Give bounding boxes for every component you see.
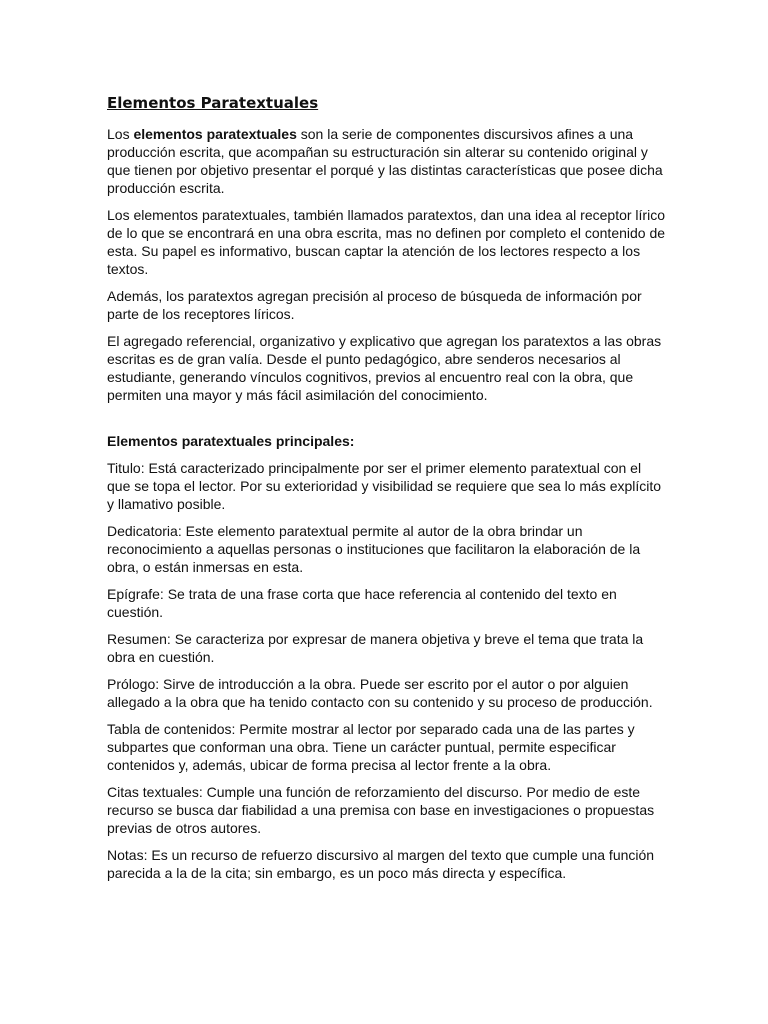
intro-p1-bold-term: elementos paratextuales <box>133 126 297 142</box>
element-epigrafe: Epígrafe: Se trata de una frase corta que hace referencia al contenido del texto en cuestión. <box>107 586 617 620</box>
intro-p1-before: Los <box>107 126 134 142</box>
section-heading: Elementos paratextuales principales: <box>107 433 355 449</box>
intro-paragraph-2: Los elementos paratextuales, también llamados paratextos, dan una idea al receptor lírico de lo que se encontrará en una obra escrita, mas no definen por completo el contenido de esta. Su papel es informativo, buscan captar la atención de los lectores respecto a los textos. <box>107 207 666 277</box>
intro-p1-after: son la serie de componentes discursivos afines a una producción escrita, que acompañan su estructuración sin alterar su contenido original y que tienen por objetivo presentar el porqué y las distintas características que posee dicha producción escrita. <box>107 126 663 196</box>
element-citas-textuales: Citas textuales: Cumple una función de reforzamiento del discurso. Por medio de este recurso se busca dar fiabilidad a una premisa con base en investigaciones o propuestas previas de otros autores. <box>107 784 655 836</box>
element-resumen: Resumen: Se caracteriza por expresar de manera objetiva y breve el tema que trata la obra en cuestión. <box>107 631 644 665</box>
element-dedicatoria: Dedicatoria: Este elemento paratextual permite al autor de la obra brindar un reconocimiento a aquellas personas o instituciones que facilitaron la elaboración de la obra, o están inmersas en esta. <box>107 523 641 575</box>
intro-paragraph-3: Además, los paratextos agregan precisión al proceso de búsqueda de información por parte de los receptores líricos. <box>107 288 642 322</box>
document-title: Elementos Paratextuales <box>107 94 319 112</box>
element-prologo: Prólogo: Sirve de introducción a la obra. Puede ser escrito por el autor o por alguien allegado a la obra que ha tenido contacto con su contenido y su proceso de producción. <box>107 676 653 710</box>
element-tabla-de-contenidos: Tabla de contenidos: Permite mostrar al lector por separado cada una de las partes y subpartes que conforman una obra. Tiene un carácter puntual, permite especificar contenidos y, además, ubicar de forma precisa al lector frente a la obra. <box>107 721 635 773</box>
element-titulo: Titulo: Está caracterizado principalmente por ser el primer elemento paratextual con el que se topa el lector. Por su exterioridad y visibilidad se requiere que sea lo más explícito y llamativo posible. <box>107 460 662 512</box>
document-page <box>107 93 667 891</box>
element-notas: Notas: Es un recurso de refuerzo discursivo al margen del texto que cumple una función parecida a la de la cita; sin embargo, es un poco más directa y específica. <box>107 847 655 881</box>
intro-paragraph-1 <box>107 125 667 197</box>
intro-paragraph-4: El agregado referencial, organizativo y explicativo que agregan los paratextos a las obras escritas es de gran valía. Desde el punto pedagógico, abre senderos necesarios al estudiante, generando vínculos cognitivos, previos al encuentro real con la obra, que permiten una mayor y más fácil asimilación del conocimiento. <box>107 333 662 403</box>
